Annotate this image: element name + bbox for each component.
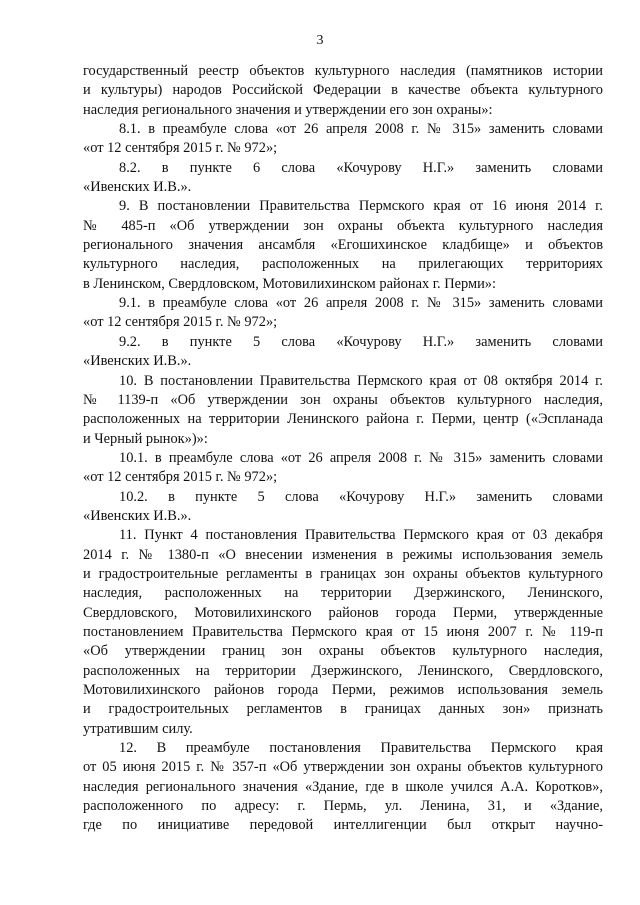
- text-line: № 1139-п «Об утверждении зон охраны объектов культурного наследия,: [83, 391, 603, 408]
- text-line: регионального значения ансамбля «Егошихинское кладбище» и объектов: [83, 237, 603, 254]
- text-line: 12. В преамбуле постановления Правительства Пермского края: [119, 740, 603, 757]
- text-line: и Черный рынок»)»:: [83, 430, 208, 447]
- text-line: «Ивенских И.В.».: [83, 179, 192, 196]
- text-line: от 05 июня 2015 г. № 357-п «Об утверждении зон охраны объектов культурного: [83, 759, 603, 776]
- text-line: «Об утверждении границ зон охраны объектов культурного наследия,: [83, 643, 603, 660]
- text-line: 9.1. в преамбуле слова «от 26 апреля 2008 г. № 315» заменить словами: [119, 295, 603, 312]
- text-line: наследия, расположенных на территории Дзержинского, Ленинского,: [83, 585, 603, 602]
- text-line: расположенных на территории Ленинского района г. Перми, центр («Эспланада: [83, 411, 603, 428]
- text-line: «Ивенских И.В.».: [83, 353, 192, 370]
- text-line: «от 12 сентября 2015 г. № 972»;: [83, 140, 278, 157]
- text-line: в Ленинском, Свердловском, Мотовилихинском районах г. Перми»:: [83, 275, 496, 292]
- text-line: утратившим силу.: [83, 720, 193, 737]
- text-line: Мотовилихинского районов города Перми, режимов использования земель: [83, 682, 603, 698]
- text-line: 2014 г. № 1380-п «О внесении изменения в режимы использования земель: [83, 546, 603, 563]
- text-line: 10.1. в преамбуле слова «от 26 апреля 2008 г. № 315» заменить словами: [119, 449, 603, 466]
- text-line: и культуры) народов Российской Федерации в качестве объекта культурного: [83, 82, 603, 99]
- text-line: 8.1. в преамбуле слова «от 26 апреля 2008 г. № 315» заменить словами: [119, 121, 603, 138]
- text-line: где по инициативе передовой интеллигенции был открыт научно-: [83, 817, 603, 834]
- text-line: наследия регионального значения «Здание, где в школе учился А.А. Коротков»,: [83, 778, 603, 795]
- text-line: № 485-п «Об утверждении зон охраны объекта культурного наследия: [83, 217, 603, 234]
- text-line: расположенных на территории Дзержинского, Ленинского, Свердловского,: [83, 662, 603, 679]
- text-line: постановлением Правительства Пермского края от 15 июня 2007 г. № 119-п: [83, 623, 603, 640]
- text-line: 10. В постановлении Правительства Пермского края от 08 октября 2014 г.: [119, 372, 603, 389]
- text-line: Свердловского, Мотовилихинского районов города Перми, утвержденные: [83, 604, 603, 621]
- document-body: [83, 62, 603, 836]
- text-line: 10.2. в пункте 5 слова «Кочурову Н.Г.» заменить словами: [119, 488, 603, 505]
- text-line: государственный реестр объектов культурного наследия (памятников истории: [83, 63, 603, 79]
- text-line: наследия регионального значения и утверждении его зон охраны»:: [83, 101, 493, 118]
- text-line: 9. В постановлении Правительства Пермского края от 16 июня 2014 г.: [119, 198, 603, 215]
- text-line: расположенного по адресу: г. Пермь, ул. Ленина, 31, и «Здание,: [83, 798, 603, 815]
- text-line: «от 12 сентября 2015 г. № 972»;: [83, 469, 278, 486]
- text-line: культурного наследия, расположенных на прилегающих территориях: [83, 256, 603, 273]
- text-line: «от 12 сентября 2015 г. № 972»;: [83, 314, 278, 331]
- page-number: 3: [316, 33, 324, 48]
- text-line: «Ивенских И.В.».: [83, 507, 192, 524]
- text-line: и градостроительные регламенты в границах зон охраны объектов культурного: [83, 565, 603, 582]
- text-line: и градостроительных регламентов в границах данных зон» признать: [83, 701, 603, 718]
- text-line: 9.2. в пункте 5 слова «Кочурову Н.Г.» заменить словами: [119, 333, 603, 350]
- text-line: 8.2. в пункте 6 слова «Кочурову Н.Г.» заменить словами: [119, 159, 603, 176]
- text-line: 11. Пункт 4 постановления Правительства Пермского края от 03 декабря: [119, 527, 603, 544]
